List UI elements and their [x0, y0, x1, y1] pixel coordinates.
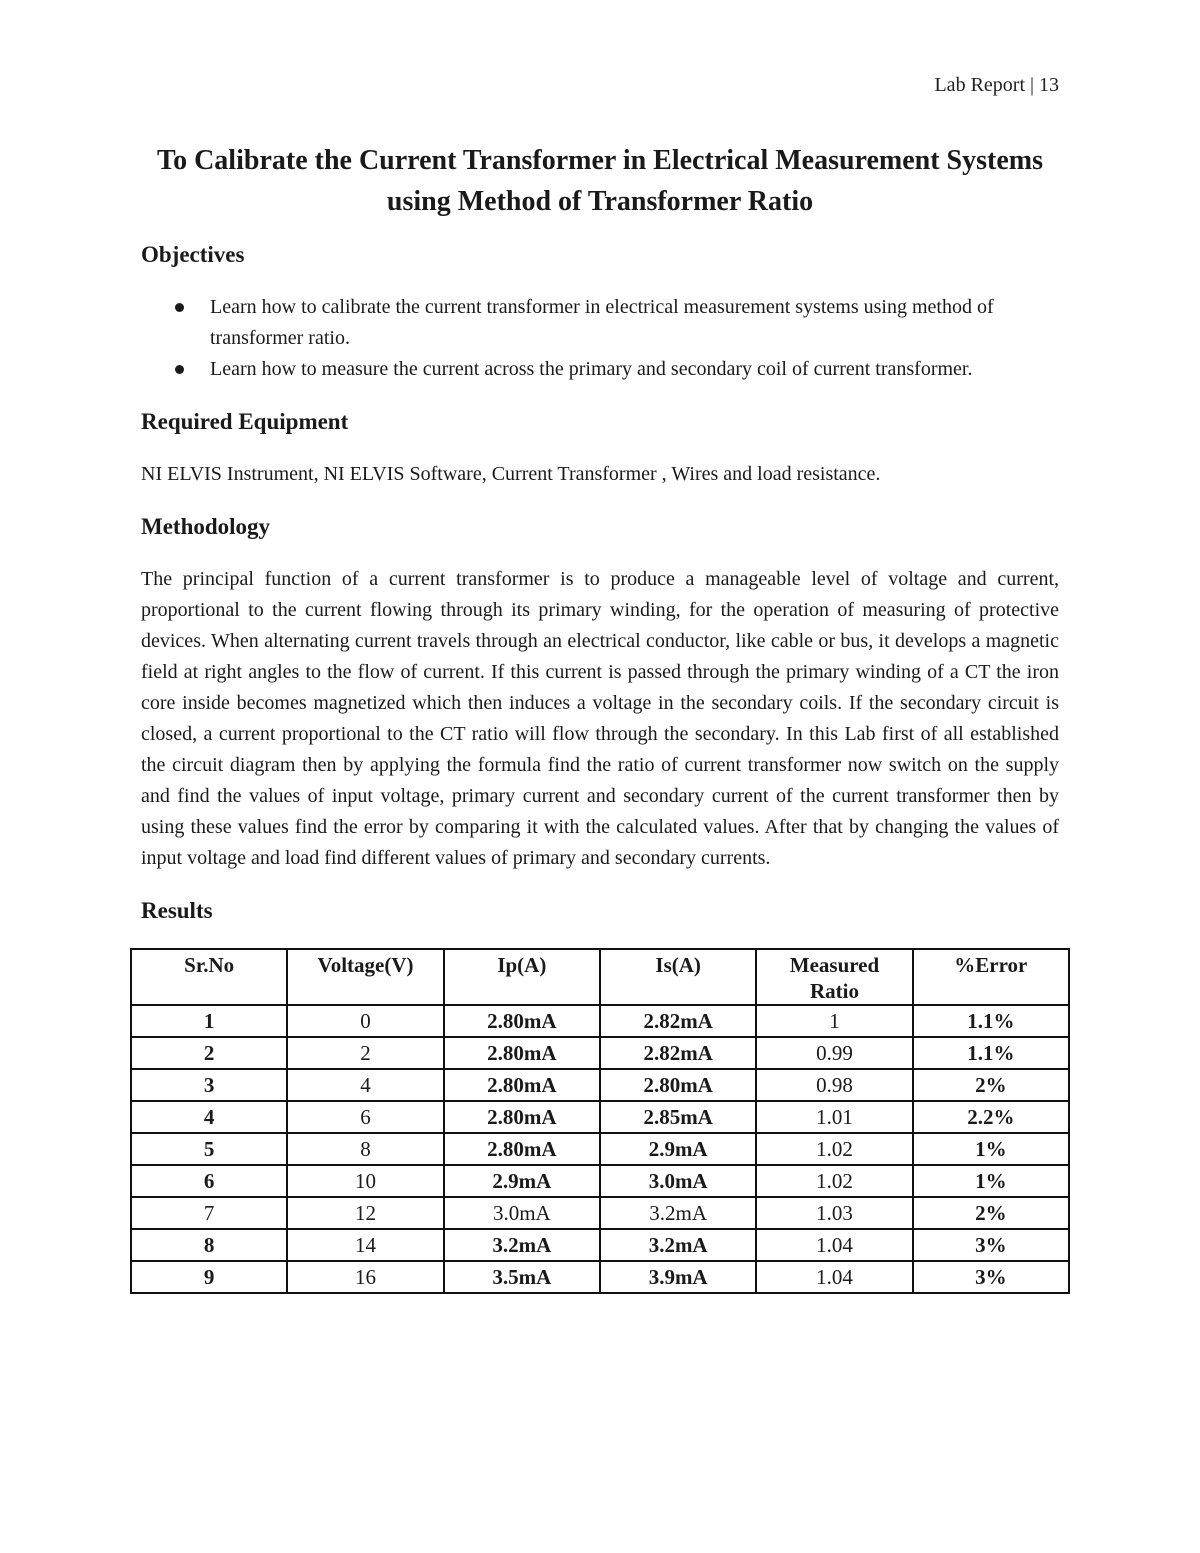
table-row: [131, 1229, 1069, 1261]
cell-error: 2%: [913, 1197, 1069, 1229]
objectives-heading: Objectives: [141, 242, 245, 267]
column-header-voltage: Voltage(V): [287, 949, 443, 1005]
cell-srno: 3: [131, 1069, 287, 1101]
cell-voltage: 2: [287, 1037, 443, 1069]
column-header-measured-ratio: Measured Ratio: [756, 949, 912, 1005]
table-row: [131, 1005, 1069, 1037]
cell-voltage: 0: [287, 1005, 443, 1037]
cell-ip: 3.5mA: [444, 1261, 600, 1293]
table-row: [131, 1037, 1069, 1069]
list-item: [141, 354, 1059, 385]
cell-measured-ratio: 1.02: [756, 1165, 912, 1197]
methodology-text: The principal function of a current transformer is to produce a manageable level of voltage and current, proportional to the current flowing through its primary winding, for the operation of measuring of protective devices. When alternating current travels through an electrical conductor, like cable or bus, it develops a magnetic field at right angles to the flow of current. If this current is passed through the primary winding of a CT the iron core inside becomes magnetized which then induces a voltage in the secondary coils. If the secondary circuit is closed, a current proportional to the CT ratio will flow through the secondary. In this Lab first of all established the circuit diagram then by applying the formula find the ratio of current transformer now switch on the supply and find the values of input voltage, primary current and secondary current of the current transformer then by using these values find the error by comparing it with the calculated values. After that by changing the values of input voltage and load find different values of primary and secondary currents.: [141, 568, 1059, 869]
cell-measured-ratio: 1: [756, 1005, 912, 1037]
cell-measured-ratio: 0.98: [756, 1069, 912, 1101]
cell-ip: 2.80mA: [444, 1005, 600, 1037]
cell-srno: 9: [131, 1261, 287, 1293]
cell-measured-ratio: 1.02: [756, 1133, 912, 1165]
cell-ip: 2.80mA: [444, 1133, 600, 1165]
cell-srno: 5: [131, 1133, 287, 1165]
cell-measured-ratio: 0.99: [756, 1037, 912, 1069]
table-header-row: [131, 949, 1069, 1005]
table-row: [131, 1069, 1069, 1101]
cell-error: 2.2%: [913, 1101, 1069, 1133]
column-header-srno: Sr.No: [131, 949, 287, 1005]
cell-srno: 7: [131, 1197, 287, 1229]
cell-voltage: 6: [287, 1101, 443, 1133]
cell-ip: 2.80mA: [444, 1037, 600, 1069]
cell-error: 1%: [913, 1133, 1069, 1165]
cell-is: 3.9mA: [600, 1261, 756, 1293]
list-item: [141, 292, 1059, 354]
cell-is: 2.82mA: [600, 1037, 756, 1069]
cell-srno: 6: [131, 1165, 287, 1197]
table-row: [131, 1261, 1069, 1293]
cell-error: 3%: [913, 1261, 1069, 1293]
cell-error: 1%: [913, 1165, 1069, 1197]
cell-measured-ratio: 1.03: [756, 1197, 912, 1229]
cell-voltage: 12: [287, 1197, 443, 1229]
cell-error: 1.1%: [913, 1037, 1069, 1069]
cell-is: 3.2mA: [600, 1197, 756, 1229]
cell-ip: 3.0mA: [444, 1197, 600, 1229]
cell-voltage: 10: [287, 1165, 443, 1197]
cell-ip: 2.9mA: [444, 1165, 600, 1197]
cell-voltage: 4: [287, 1069, 443, 1101]
cell-is: 2.9mA: [600, 1133, 756, 1165]
column-header-is: Is(A): [600, 949, 756, 1005]
cell-ip: 2.80mA: [444, 1069, 600, 1101]
objectives-list: [141, 292, 1059, 385]
page-content: [141, 140, 1059, 1294]
table-row: [131, 1133, 1069, 1165]
cell-measured-ratio: 1.01: [756, 1101, 912, 1133]
table-row: [131, 1197, 1069, 1229]
cell-voltage: 16: [287, 1261, 443, 1293]
cell-ip: 2.80mA: [444, 1101, 600, 1133]
bullet-icon: [175, 303, 184, 312]
cell-error: 1.1%: [913, 1005, 1069, 1037]
equipment-heading: Required Equipment: [141, 409, 349, 434]
results-heading: Results: [141, 898, 213, 923]
bullet-icon: [175, 365, 184, 374]
cell-is: 2.85mA: [600, 1101, 756, 1133]
equipment-text: NI ELVIS Instrument, NI ELVIS Software, Current Transformer , Wires and load resistance.: [141, 463, 881, 485]
cell-is: 2.82mA: [600, 1005, 756, 1037]
cell-srno: 2: [131, 1037, 287, 1069]
table-row: [131, 1165, 1069, 1197]
cell-voltage: 14: [287, 1229, 443, 1261]
cell-error: 2%: [913, 1069, 1069, 1101]
table-row: [131, 1101, 1069, 1133]
list-item-text: Learn how to calibrate the current transformer in electrical measurement systems using method of transformer ratio.: [210, 296, 994, 349]
cell-is: 3.0mA: [600, 1165, 756, 1197]
cell-is: 3.2mA: [600, 1229, 756, 1261]
cell-is: 2.80mA: [600, 1069, 756, 1101]
column-header-error: %Error: [913, 949, 1069, 1005]
cell-measured-ratio: 1.04: [756, 1229, 912, 1261]
cell-srno: 8: [131, 1229, 287, 1261]
cell-ip: 3.2mA: [444, 1229, 600, 1261]
cell-measured-ratio: 1.04: [756, 1261, 912, 1293]
methodology-heading: Methodology: [141, 514, 271, 539]
cell-srno: 4: [131, 1101, 287, 1133]
cell-voltage: 8: [287, 1133, 443, 1165]
column-header-ip: Ip(A): [444, 949, 600, 1005]
document-title: To Calibrate the Current Transformer in Electrical Measurement Systems using Method of Transformer Ratio: [156, 145, 1043, 217]
results-table: [130, 948, 1070, 1294]
list-item-text: Learn how to measure the current across the primary and secondary coil of current transformer.: [210, 358, 973, 380]
cell-error: 3%: [913, 1229, 1069, 1261]
page-header: Lab Report | 13: [934, 74, 1059, 96]
cell-srno: 1: [131, 1005, 287, 1037]
